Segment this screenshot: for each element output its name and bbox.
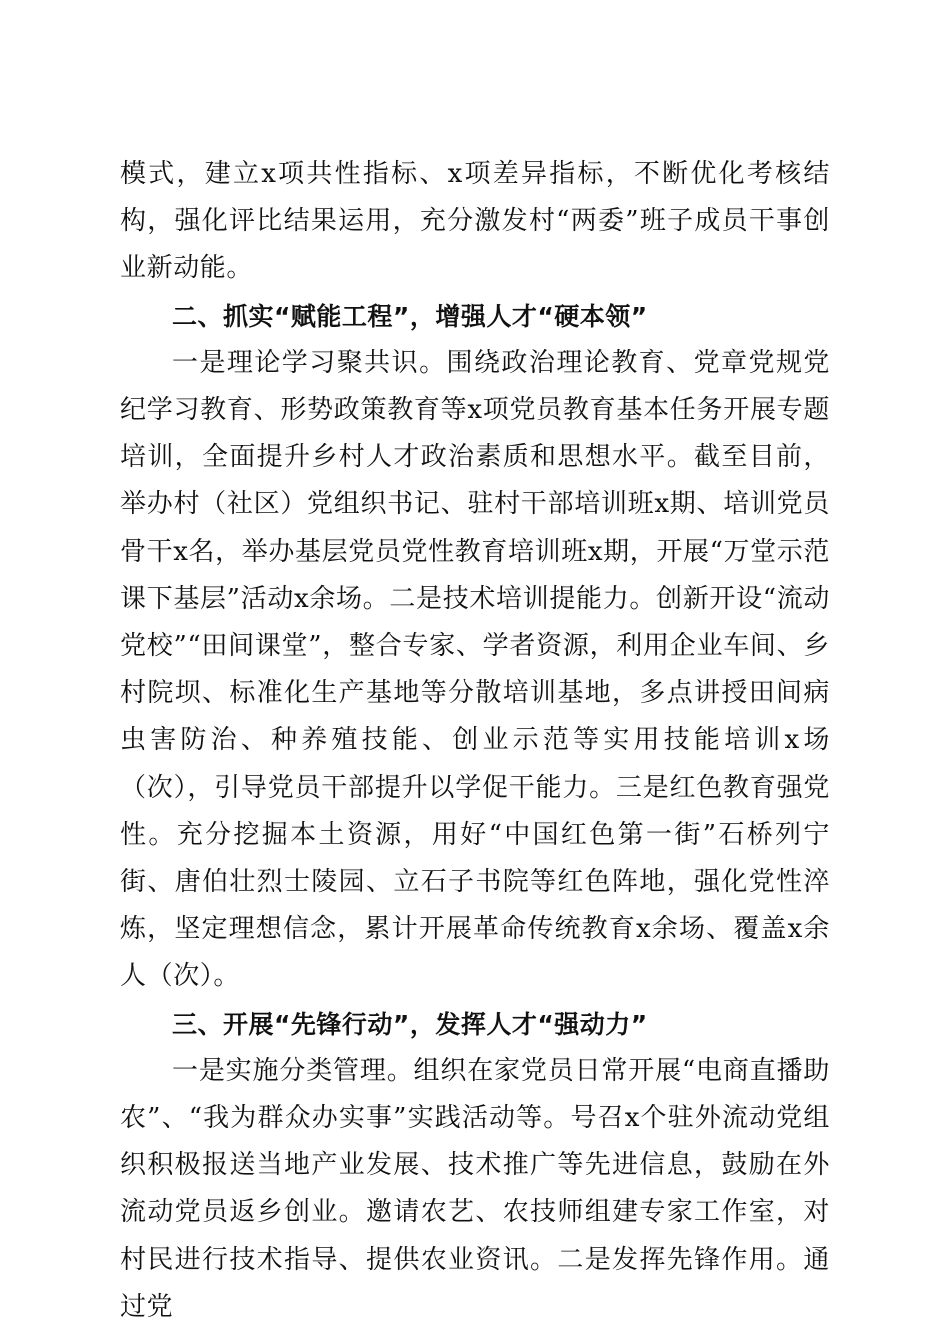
section-2-body: 一是理论学习聚共识。围绕政治理论教育、党章党规党纪学习教育、形势政策教育等x项党员教育基本任务开展专题培训，全面提升乡村人才政治素质和思想水平。截至目前，举办村（社区）党组织书记、驻村干部培训班x期、培训党员骨干x名，举办基层党员党性教育培训班x期，开展“万堂示范课下基层”活动x余场。二是技术培训提能力。创新开设“流动党校”“田间课堂”，整合专家、学者资源，利用企业车间、乡村院坝、标准化生产基地等分散培训基地，多点讲授田间病虫害防治、种养殖技能、创业示范等实用技能培训x场（次），引导党员干部提升以学促干能力。三是红色教育强党性。充分挖掘本土资源，用好“中国红色第一街”石桥列宁街、唐伯壮烈士陵园、立石子书院等红色阵地，强化党性淬炼，坚定理想信念，累计开展革命传统教育x余场、覆盖x余人（次）。 xyxy=(120,347,830,992)
section-3-body: 一是实施分类管理。组织在家党员日常开展“电商直播助农”、“我为群众办实事”实践活动等。号召x个驻外流动党组织积极报送当地产业发展、技术推广等先进信息，鼓励在外流动党员返乡创业。邀请农艺、农技师组建专家工作室，对村民进行技术指导、提供农业资讯。二是发挥先锋作用。通过党 xyxy=(120,1055,830,1322)
section-heading-3: 三、开展“先锋行动”，发挥人才“强动力” xyxy=(172,1009,648,1039)
section-heading-2: 二、抓实“赋能工程”，增强人才“硬本领” xyxy=(172,301,648,331)
document-body xyxy=(120,151,830,1331)
paragraph-continuation: 模式，建立x项共性指标、x项差异指标，不断优化考核结构，强化评比结果运用，充分激发村“两委”班子成员干事创业新动能。 xyxy=(120,159,830,284)
